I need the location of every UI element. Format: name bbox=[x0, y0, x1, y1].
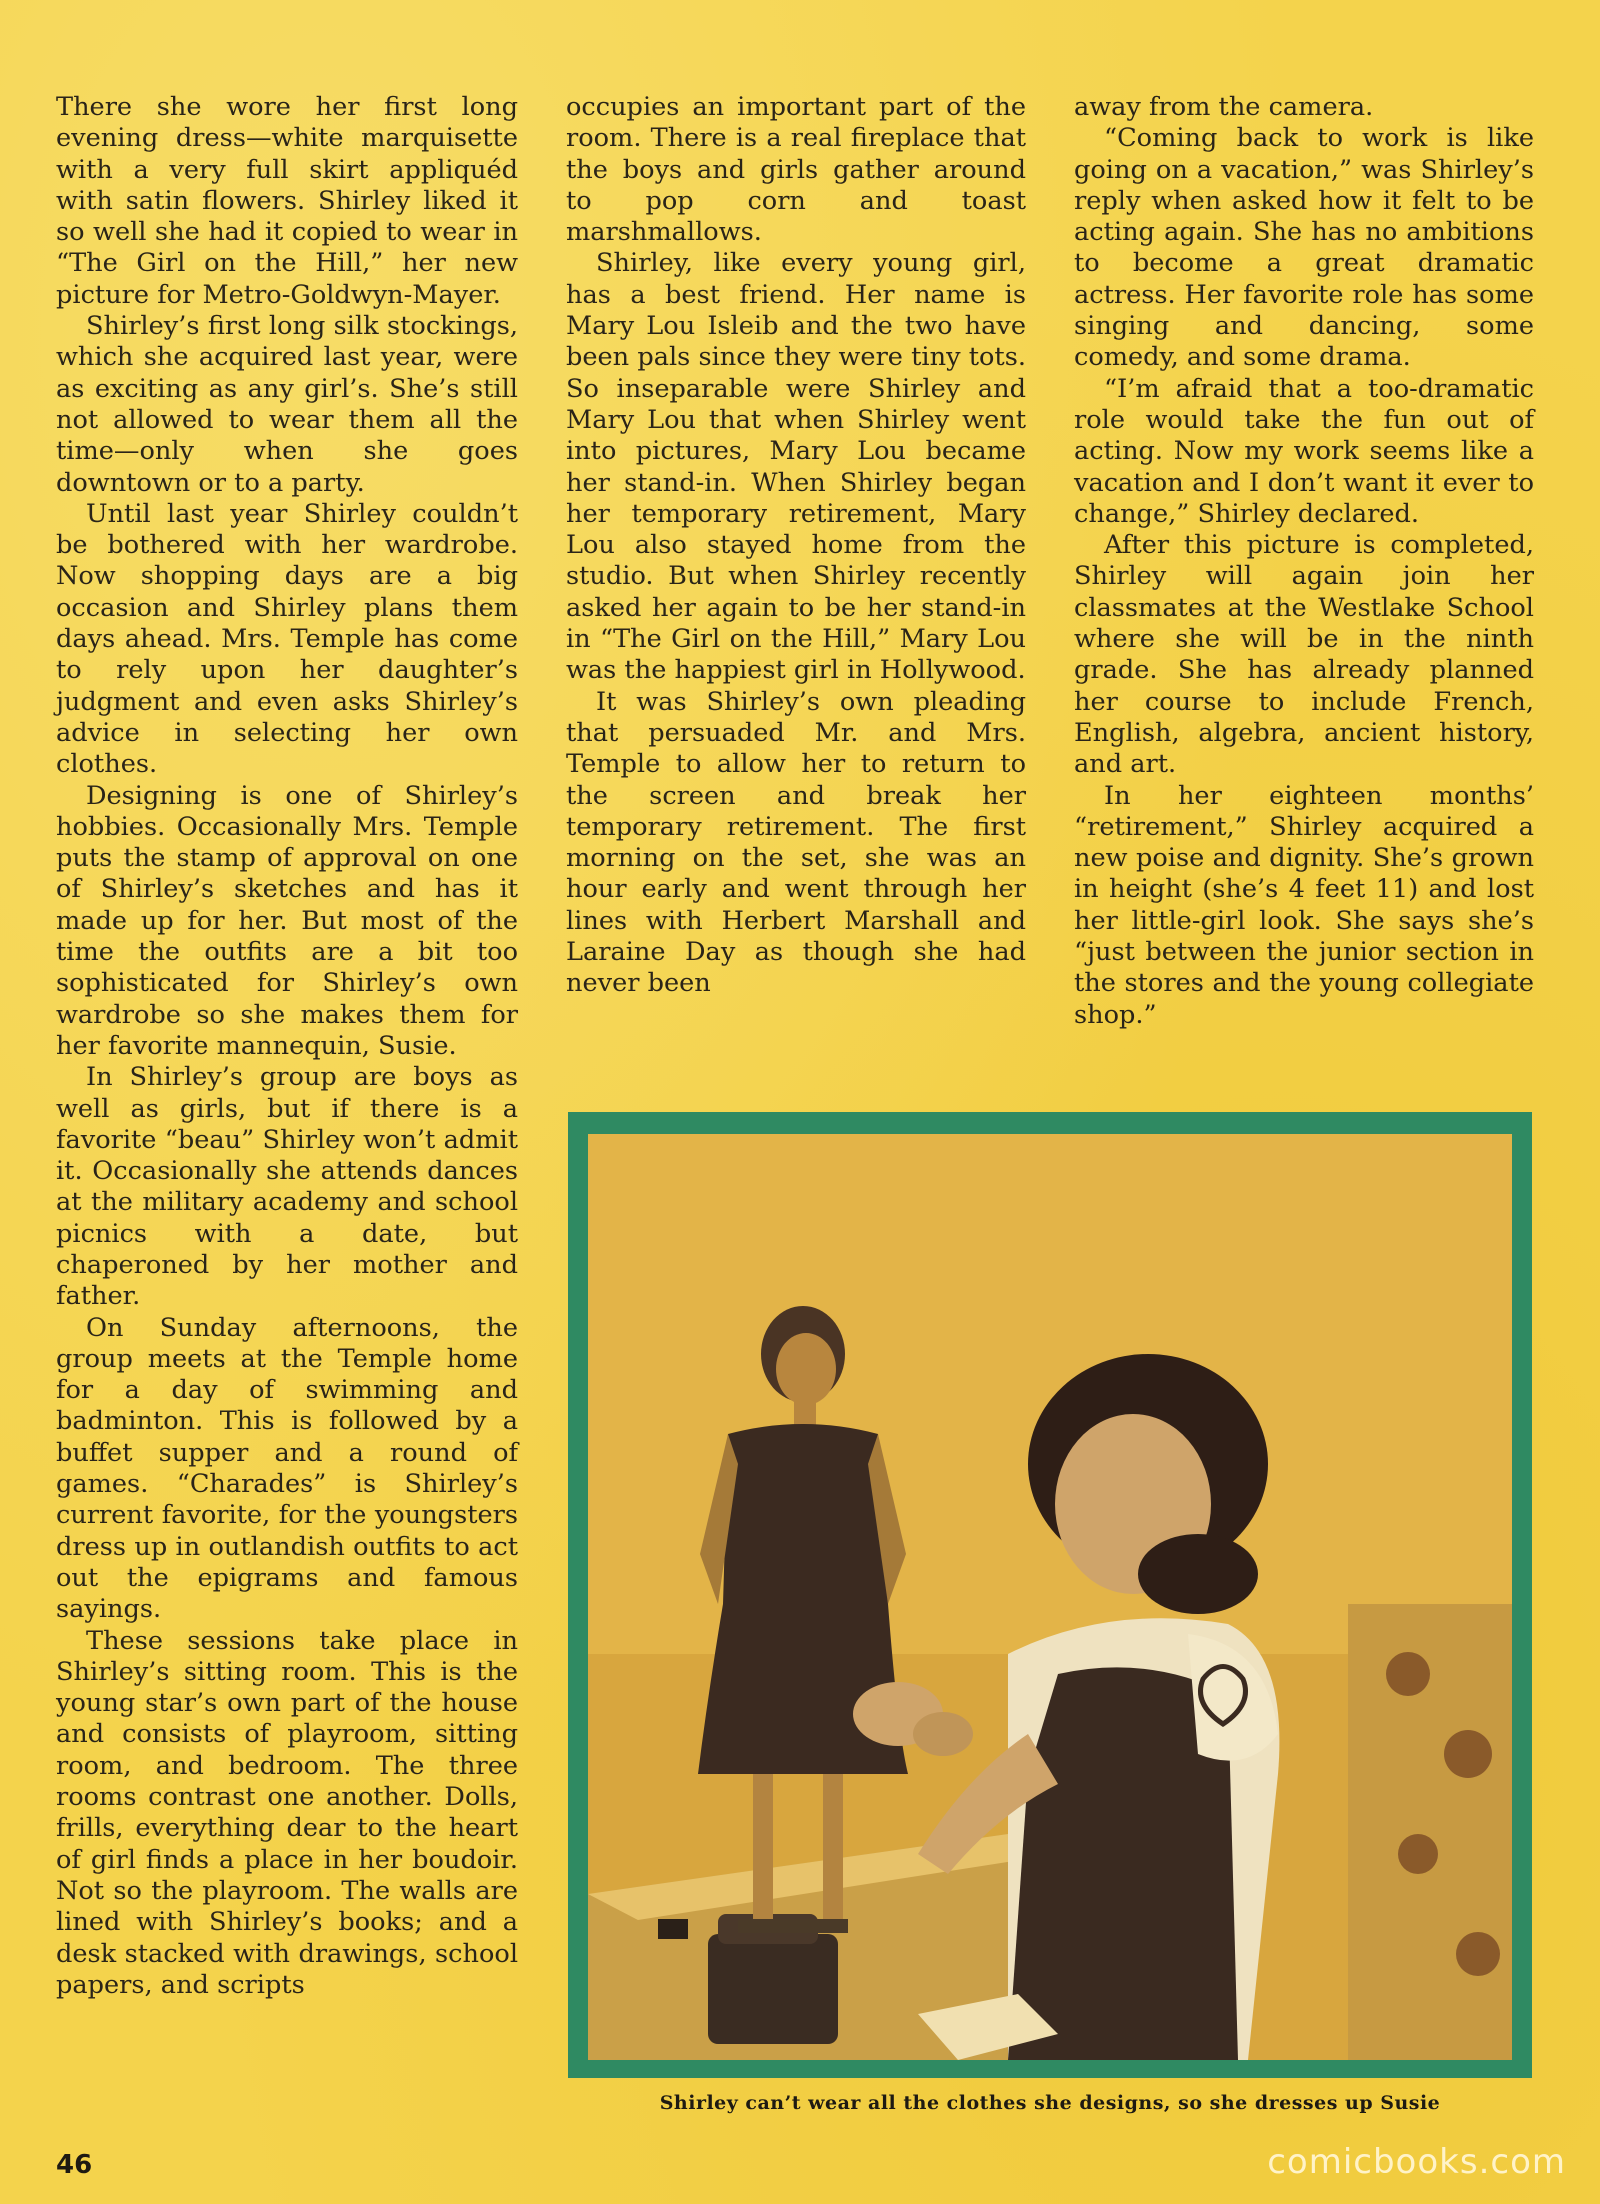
paragraph: Until last year Shirley couldn’t be bothered with her wardrobe. Now shopping days are a big occasion and Shirley plans them days ahead. Mrs. Temple has come to rely upon her daughter’s judgment and even asks Shirley’s advice in selecting her own clothes. bbox=[56, 498, 518, 780]
photo-frame bbox=[568, 1112, 1532, 2078]
paragraph: In Shirley’s group are boys as well as girls, but if there is a favorite “beau” Shirley won’t admit it. Occasionally she attends dances at the military academy and school picnics with a date, but chaperoned by her mother and father. bbox=[56, 1062, 518, 1312]
paragraph: “Coming back to work is like going on a vacation,” was Shirley’s reply when asked how it felt to be acting again. She has no ambitions to become a great dramatic actress. Her favorite role has some singing and dancing, some comedy, and some drama. bbox=[1074, 123, 1534, 373]
paragraph: On Sunday afternoons, the group meets at the Temple home for a day of swimming and badminton. This is followed by a buffet supper and a round of games. “Charades” is Shirley’s current favorite, for the youngsters dress up in outlandish outfits to act out the epigrams and famous sayings. bbox=[56, 1312, 518, 1625]
paragraph: Designing is one of Shirley’s hobbies. Occasionally Mrs. Temple puts the stamp of approval on one of Shirley’s sketches and has it made up for her. But most of the time the outfits are a bit too sophisticated for Shirley’s own wardrobe so she makes them for her favorite mannequin, Susie. bbox=[56, 780, 518, 1061]
paragraph: Shirley, like every young girl, has a best friend. Her name is Mary Lou Isleib and the two have been pals since they were tiny tots. So inseparable were Shirley and Mary Lou that when Shirley went into pictures, Mary Lou became her stand-in. When Shirley began her temporary retirement, Mary Lou also stayed home from the studio. But when Shirley recently asked her again to be her stand-in in “The Girl on the Hill,” Mary Lou was the happiest girl in Hollywood. bbox=[566, 248, 1026, 686]
page-number: 46 bbox=[56, 2150, 93, 2180]
photo-caption: Shirley can’t wear all the clothes she designs, so she dresses up Susie bbox=[659, 2092, 1441, 2114]
paragraph: There she wore her first long evening dress—white marquisette with a very full skirt appliquéd with satin flowers. Shirley liked it so well she had it copied to wear in “The Girl on the Hill,” her new picture for Metro-Goldwyn-Mayer. bbox=[56, 92, 518, 310]
text-column-1 bbox=[56, 92, 518, 2132]
watermark: comicbooks.com bbox=[1267, 2142, 1566, 2182]
paragraph: It was Shirley’s own pleading that persuaded Mr. and Mrs. Temple to allow her to return to the screen and break her temporary retirement. The first morning on the set, she was an hour early and went through her lines with Herbert Marshall and Laraine Day as though she had never been bbox=[566, 686, 1026, 999]
photo-illustration bbox=[588, 1134, 1512, 2060]
text-column-3 bbox=[1074, 92, 1534, 1102]
paragraph: These sessions take place in Shirley’s sitting room. This is the young star’s own part of the house and consists of playroom, sitting room, and bedroom. The three rooms contrast one another. Dolls, frills, everything dear to the heart of girl finds a place in her boudoir. Not so the playroom. The walls are lined with Shirley’s books; and a desk stacked with drawings, school papers, and scripts bbox=[56, 1625, 518, 2000]
paragraph: occupies an important part of the room. There is a real fireplace that the boys and girls gather around to pop corn and toast marshmallows. bbox=[566, 92, 1026, 248]
paragraph: In her eighteen months’ “retirement,” Shirley acquired a new poise and dignity. She’s grown in height (she’s 4 feet 11) and lost her little-girl look. She says she’s “just between the junior section in the stores and the young collegiate shop.” bbox=[1074, 780, 1534, 1030]
paragraph: Shirley’s first long silk stockings, which she acquired last year, were as exciting as any girl’s. She’s still not allowed to wear them all the time—only when she goes downtown or to a party. bbox=[56, 311, 518, 498]
paragraph: “I’m afraid that a too-dramatic role would take the fun out of acting. Now my work seems like a vacation and I don’t want it ever to change,” Shirley declared. bbox=[1074, 373, 1534, 529]
paragraph: After this picture is completed, Shirley will again join her classmates at the Westlake School where she will be in the ninth grade. She has already planned her course to include French, English, algebra, ancient history, and art. bbox=[1074, 530, 1534, 780]
paragraph: away from the camera. bbox=[1074, 92, 1374, 122]
photo-shirley-and-mannequin bbox=[588, 1134, 1512, 2060]
text-column-2 bbox=[566, 92, 1026, 1102]
